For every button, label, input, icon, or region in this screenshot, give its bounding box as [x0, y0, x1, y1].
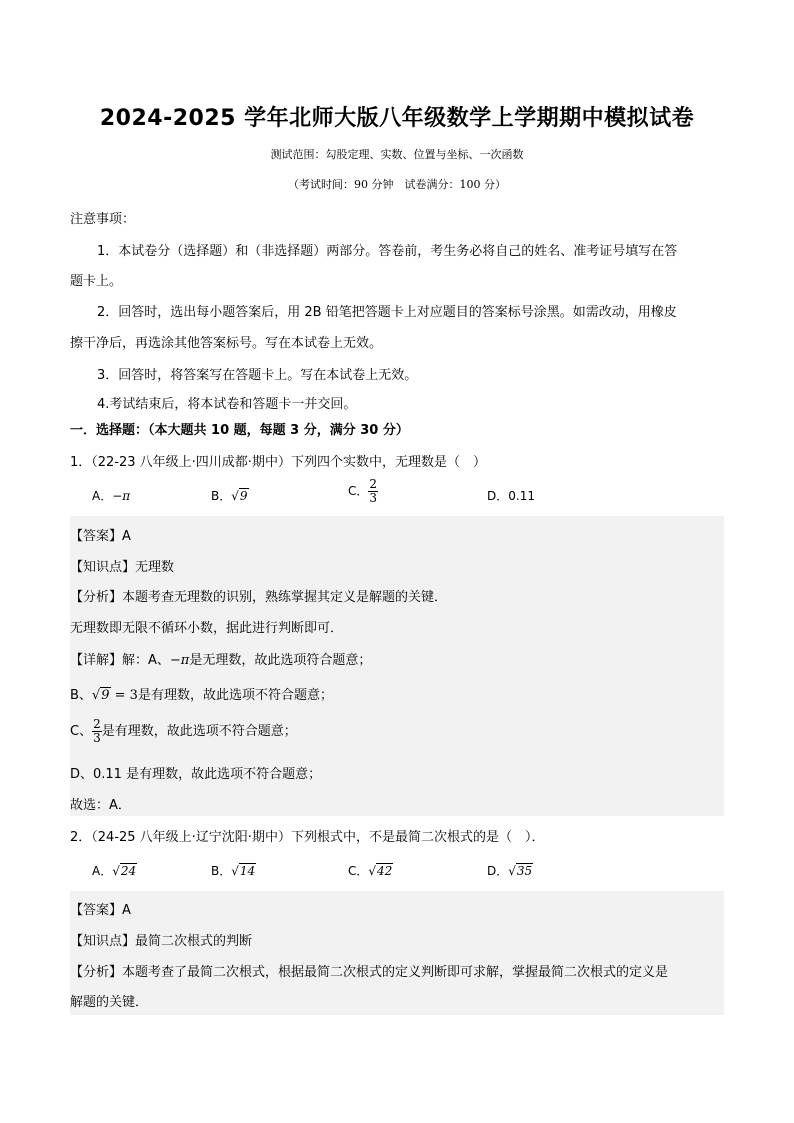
test-scope: 测试范围：勾股定理、实数、位置与坐标、一次函数 — [270, 148, 524, 161]
question-1-detail-b — [70, 684, 333, 703]
fraction-numerator: 2 — [93, 717, 101, 731]
option-value: −π — [112, 489, 131, 503]
detail-prefix: C、 — [70, 724, 93, 739]
notes-item-4: 4.考试结束后，将本试卷和答题卡一并交回。 — [97, 397, 357, 412]
detail-suffix: 是无理数，故此选项符合题意； — [189, 653, 372, 668]
question-2-knowledge: 【知识点】最简二次根式的判断 — [70, 934, 253, 949]
fraction-denominator: 3 — [369, 491, 378, 505]
detail-prefix: B、 — [70, 688, 92, 703]
detail-suffix: 是有理数，故此选项不符合题意； — [101, 724, 297, 739]
radicand: 9 — [239, 489, 248, 503]
sqrt-expression: √42 — [368, 864, 393, 878]
question-1-option-b — [211, 487, 249, 504]
radicand: 14 — [239, 864, 256, 878]
notes-item-1-cont: 题卡上。 — [70, 274, 123, 289]
math-expression: −π — [169, 653, 190, 668]
sqrt-expression: √35 — [508, 864, 533, 878]
fraction — [92, 718, 102, 745]
question-2-option-b — [211, 862, 256, 879]
option-value: 0.11 — [508, 489, 535, 503]
option-label: A． — [92, 864, 113, 878]
option-label: C． — [348, 484, 369, 498]
radicand: 42 — [377, 864, 393, 878]
question-1-detail-a — [70, 649, 371, 668]
question-1-option-d — [487, 487, 535, 504]
option-label: D． — [487, 864, 509, 878]
sqrt-expression: √14 — [231, 864, 256, 878]
notes-item-1: 1．本试卷分（选择题）和（非选择题）两部分。答卷前，考生务必将自己的姓名、准考证号填写在答 — [97, 244, 678, 259]
exam-time-info: （考试时间：90 分钟 试卷满分：100 分） — [288, 178, 506, 191]
sqrt-expression: √9 — [231, 489, 248, 503]
notes-heading: 注意事项： — [70, 212, 136, 227]
sqrt-expression: √24 — [112, 864, 137, 878]
question-2-analysis-cont: 解题的关键． — [70, 995, 149, 1010]
fraction — [368, 478, 378, 505]
radicand: 35 — [516, 864, 533, 878]
sqrt-expression: √9 — [91, 688, 110, 703]
question-2-stem: 2．（24-25 八年级上·辽宁沈阳·期中）下列根式中，不是最简二次根式的是（ ）． — [70, 830, 545, 845]
option-label: C． — [348, 864, 369, 878]
question-1-detail-c — [70, 718, 297, 745]
question-1-stem: 1．（22-23 八年级上·四川成都·期中）下列四个实数中，无理数是（ ） — [70, 455, 486, 470]
section-heading: 一．选择题：（本大题共 10 题，每题 3 分，满分 30 分） — [70, 423, 409, 438]
notes-item-2-cont: 擦干净后，再选涂其他答案标号。写在本试卷上无效。 — [70, 336, 383, 351]
fraction-denominator: 3 — [93, 731, 101, 745]
question-1-conclusion: 故选：A． — [70, 798, 131, 813]
question-1-detail-d: D、0.11 是有理数，故此选项不符合题意； — [70, 767, 322, 782]
option-label: D． — [487, 489, 509, 503]
question-1-analysis: 【分析】本题考查无理数的识别，熟练掌握其定义是解题的关键． — [70, 590, 448, 605]
question-2-option-c — [348, 862, 393, 879]
option-label: A． — [92, 489, 113, 503]
radicand: 9 — [101, 688, 110, 703]
page-title: 2024-2025 学年北师大版八年级数学上学期期中模拟试卷 — [99, 106, 695, 131]
question-2-answer-block — [70, 891, 724, 1015]
fraction-numerator: 2 — [369, 477, 378, 491]
radicand: 24 — [120, 864, 137, 878]
option-label: B． — [211, 489, 232, 503]
notes-item-2: 2．回答时，选出每小题答案后，用 2B 铅笔把答题卡上对应题目的答案标号涂黑。如需改动，用橡皮 — [97, 305, 677, 320]
math-expression: = 3 — [110, 688, 138, 703]
question-2-answer: 【答案】A — [70, 903, 131, 918]
detail-suffix: 是有理数，故此选项不符合题意； — [137, 688, 333, 703]
detail-prefix: 【详解】解：A、 — [70, 653, 170, 668]
question-2-analysis: 【分析】本题考查了最简二次根式，根据最简二次根式的定义判断即可求解，掌握最简二次根式的定义是 — [70, 965, 669, 980]
question-2-option-d — [487, 862, 533, 879]
question-1-analysis-cont: 无理数即无限不循环小数，据此进行判断即可． — [70, 621, 344, 636]
notes-item-3: 3．回答时，将答案写在答题卡上。写在本试卷上无效。 — [97, 368, 418, 383]
question-1-option-c — [348, 478, 378, 505]
question-2-option-a — [92, 862, 137, 879]
question-1-option-a — [92, 487, 130, 504]
question-1-knowledge: 【知识点】无理数 — [70, 560, 175, 575]
option-label: B． — [211, 864, 232, 878]
question-1-answer: 【答案】A — [70, 529, 131, 544]
